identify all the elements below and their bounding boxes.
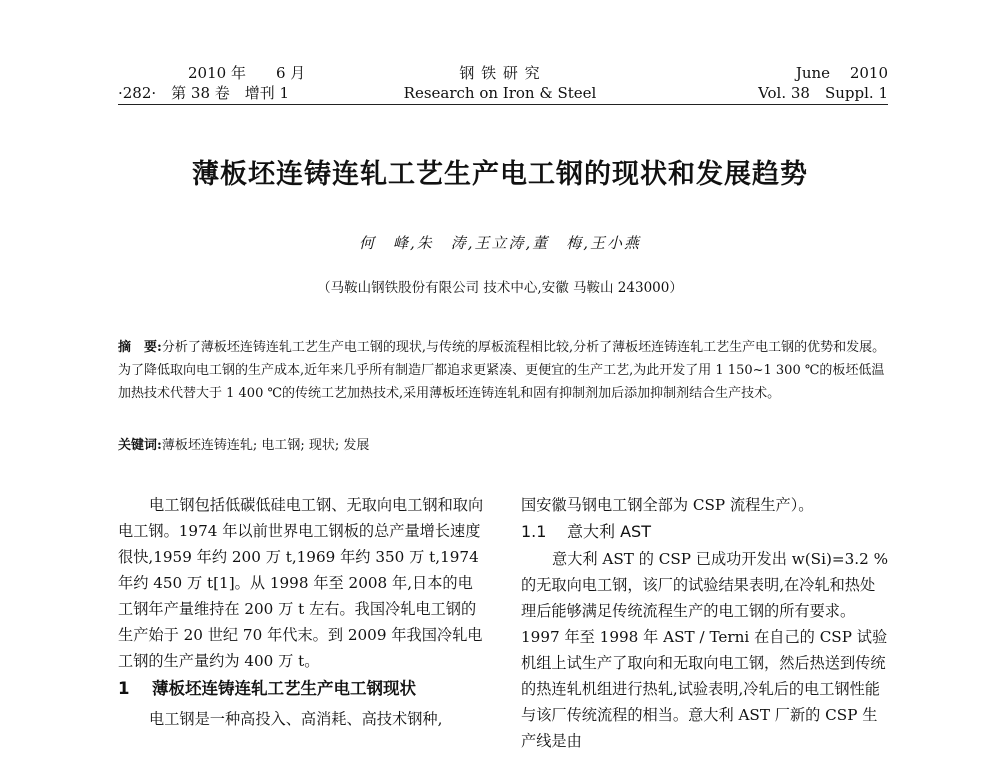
keywords	[118, 437, 890, 455]
abstract	[118, 336, 890, 405]
author-list: 何 峰,朱 涛,王立涛,董 梅,王小燕	[358, 234, 642, 252]
header-journal-en: Research on Iron & Steel	[403, 84, 597, 102]
section-title: 薄板坯连铸连轧工艺生产电工钢现状	[152, 679, 416, 698]
keywords-label: 关键词:	[118, 438, 162, 453]
paper-title: 薄板坯连铸连轧工艺生产电工钢的现状和发展趋势	[192, 159, 808, 190]
abstract-label: 摘 要:	[118, 340, 162, 355]
header-volume: ·282· 第 38 卷 增刊 1	[118, 84, 290, 102]
subsection-title: 意大利 AST	[567, 522, 651, 541]
abstract-text: 分析了薄板坯连铸连轧工艺生产电工钢的现状,与传统的厚板流程相比较,分析了薄板坯连铸连轧工艺生产电工钢的优势和发展。为了降低取向电工钢的生产成本,近年来几乎所有制造厂都追求更紧凑、更便宜的生产工艺,为此开发了用 1 150~1 300 ℃的板坯低温加热技术代替大于 1 400 ℃的传统工艺加热技术,采用薄板坯连铸连轧和固有抑制剂加后添加抑制剂结合生产技术。	[118, 340, 886, 401]
section-number: 1	[118, 679, 130, 698]
body-paragraph-continued: 国安徽马钢电工钢全部为 CSP 流程生产）。	[521, 496, 814, 514]
subsection-number: 1.1	[521, 522, 547, 541]
header-rule	[118, 104, 888, 105]
header-date: 2010 年 6 月	[188, 64, 306, 82]
keywords-text: 薄板坯连铸连轧; 电工钢; 现状; 发展	[161, 438, 370, 453]
header-volume-en: Vol. 38 Suppl. 1	[758, 84, 888, 102]
body-paragraph: 电工钢是一种高投入、高消耗、高技术钢种,	[149, 710, 443, 728]
affiliation: （马鞍山钢铁股份有限公司 技术中心,安徽 马鞍山 243000）	[317, 280, 683, 296]
body-paragraph: 意大利 AST 的 CSP 已成功开发出 w(Si)=3.2 %的无取向电工钢，该厂的试验结果表明,在冷轧和热处理后能够满足传统流程生产的电工钢的所有要求。1997 年至 1998 年 AST / Terni 在自己的 CSP 试验机组上试生产了取向和无取向电工钢，然后热送到传统的热连轧机组进行热轧,试验表明,冷轧后的电工钢性能与该厂传统流程的相当。意大利 AST 厂新的 CSP 生产线是由	[521, 550, 889, 750]
subsection-heading	[521, 519, 889, 545]
header-journal-cn: 钢 铁 研 究	[459, 64, 541, 82]
body-left-column	[118, 492, 486, 732]
body-paragraph: 电工钢包括低碳低硅电工钢、无取向电工钢和取向电工钢。1974 年以前世界电工钢板的总产量增长速度很快,1959 年约 200 万 t,1969 年约 350 万 t,1974 年约 450 万 t[1]。从 1998 年至 2008 年,日本的电工钢年产量维持在 200 万 t 左右。我国冷轧电工钢的生产始于 20 世纪 70 年代末。到 2009 年我国冷轧电工钢的生产量约为 400 万 t。	[118, 496, 484, 670]
body-right-column	[521, 492, 889, 754]
section-heading	[118, 676, 486, 702]
header-date-en: June 2010	[795, 64, 888, 82]
